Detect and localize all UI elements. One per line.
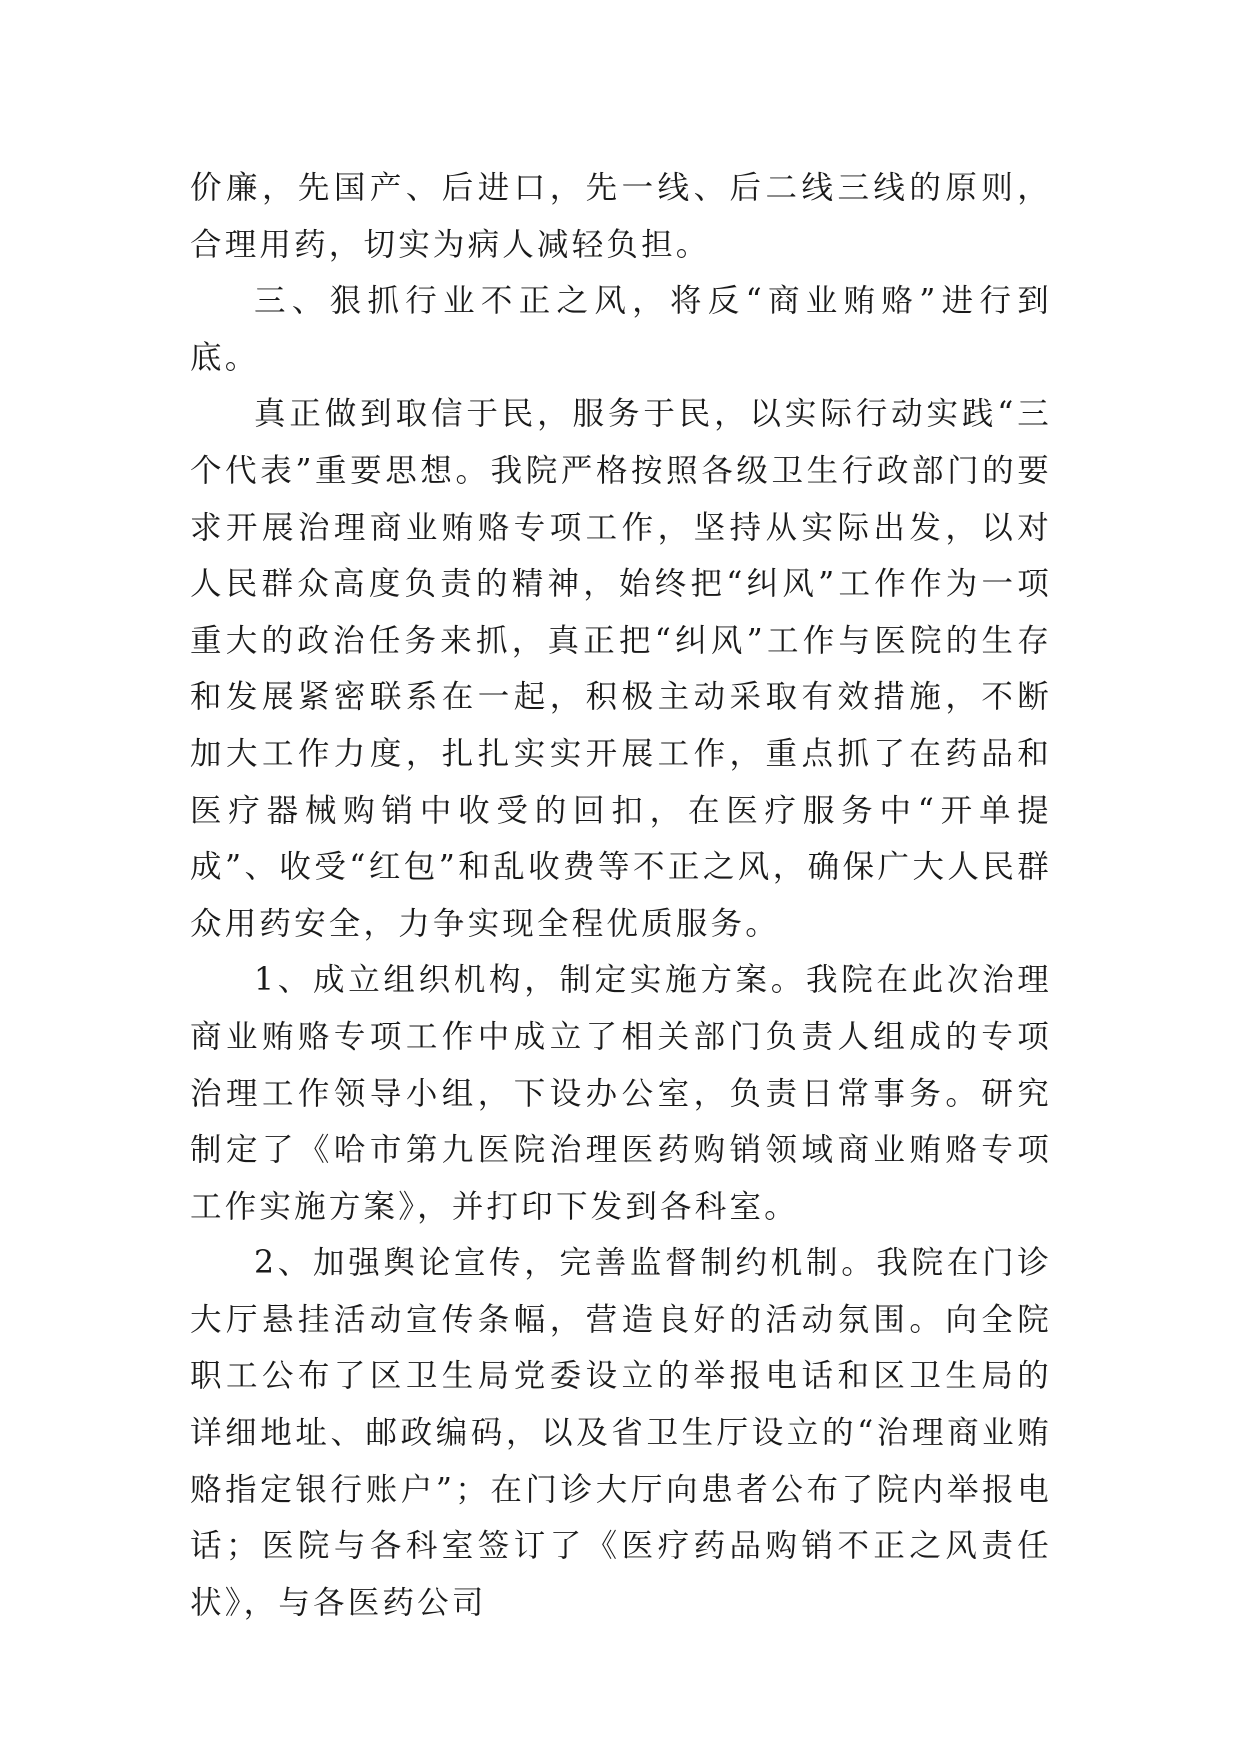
paragraph-item-1: 1、成立组织机构，制定实施方案。我院在此次治理商业贿赂专项工作中成立了相关部门负责人组成的专项治理工作领导小组，下设办公室，负责日常事务。研究制定了《哈市第九医院治理医药购销领域商业贿赂专项工作实施方案》，并打印下发到各科室。: [190, 962, 1052, 1225]
paragraph-item-2: 2、加强舆论宣传，完善监督制约机制。我院在门诊大厅悬挂活动宣传条幅，营造良好的活动氛围。向全院职工公布了区卫生局党委设立的举报电话和区卫生局的详细地址、邮政编码，以及省卫生厅设立的“治理商业贿赂指定银行账户”；在门诊大厅向患者公布了院内举报电话；医院与各科室签订了《医疗药品购销不正之风责任状》，与各医药公司: [190, 1245, 1052, 1621]
document-body: [190, 160, 1052, 1631]
paragraph-body: 真正做到取信于民，服务于民，以实际行动实践“三个代表”重要思想。我院严格按照各级卫生行政部门的要求开展治理商业贿赂专项工作，坚持从实际出发，以对人民群众高度负责的精神，始终把“纠风”工作作为一项重大的政治任务来抓，真正把“纠风”工作与医院的生存和发展紧密联系在一起，积极主动采取有效措施，不断加大工作力度，扎扎实实开展工作，重点抓了在药品和医疗器械购销中收受的回扣，在医疗服务中“开单提成”、收受“红包”和乱收费等不正之风，确保广大人民群众用药安全，力争实现全程优质服务。: [190, 396, 1052, 942]
paragraph-continuation: 价廉，先国产、后进口，先一线、后二线三线的原则，合理用药，切实为病人减轻负担。: [190, 170, 1052, 263]
section-heading: 三、狠抓行业不正之风，将反“商业贿赂”进行到底。: [190, 283, 1052, 376]
